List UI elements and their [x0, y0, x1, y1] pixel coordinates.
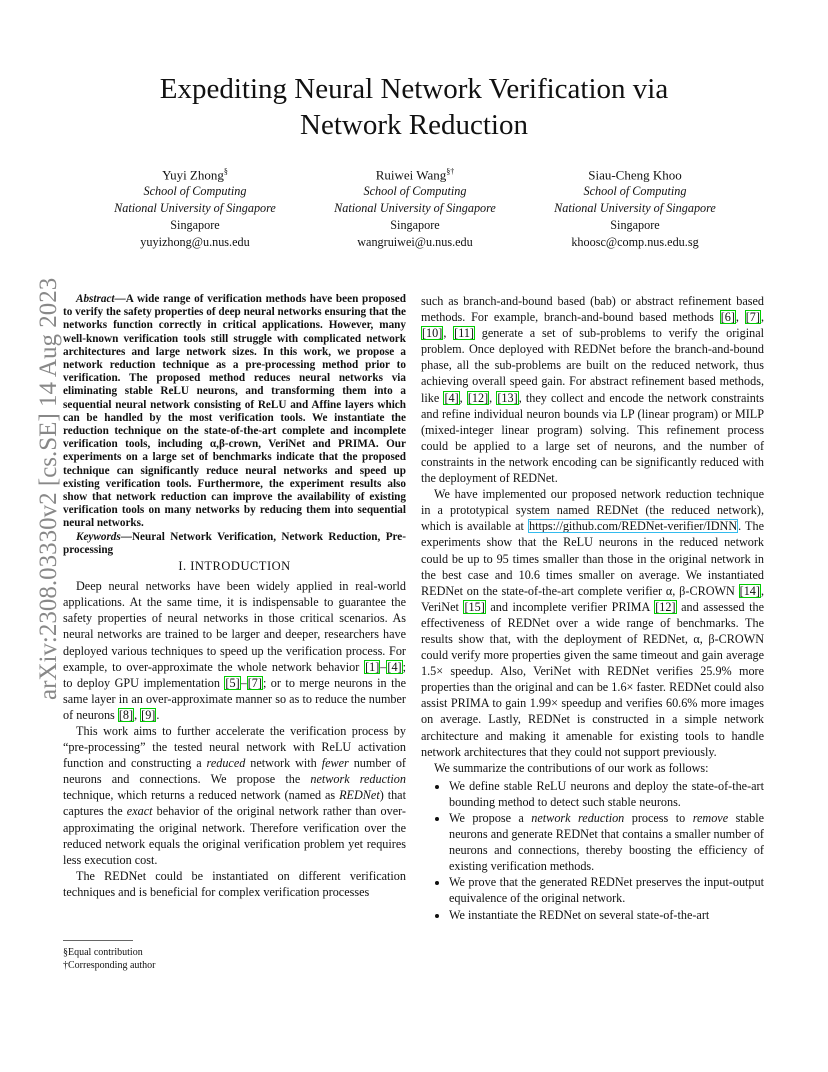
text-run: We propose a: [449, 811, 532, 825]
author-mark: §: [223, 167, 228, 176]
author-country: Singapore: [390, 218, 440, 233]
citation-link[interactable]: [4]: [387, 659, 402, 674]
text-run: behavior of the original network rather than over-approximating the original network. Therefore verification over the reduced network equals the original verification problem yet requires less execution cost.: [63, 804, 406, 867]
text-run: . The experiments show that the ReLU neurons in the reduced network could be up to 95 times smaller than those in the original network in the best case and 10.6 times smaller on average. We instantiated REDNet on the state-of-the-art complete verifier α, β-CROWN: [421, 519, 764, 598]
text-run: ,: [134, 707, 141, 722]
author-1: [85, 163, 305, 251]
text-run: network with: [245, 756, 322, 771]
author-3: [525, 163, 745, 251]
text-run: –: [240, 675, 247, 690]
footnotes: [63, 946, 406, 972]
author-block: [85, 163, 745, 251]
text-run: , they collect and encode the network constraints and refine individual neuron bounds via LP (linear program) or MILP (mixed-integer linear program) solving. This refinement process could be applied to a large set of neurons, and the number of constraints in the network encoding can be significantly reduced with the deployment of REDNet.: [421, 390, 765, 486]
intro-paragraph-1: [63, 578, 406, 723]
emphasis: reduced: [206, 756, 246, 771]
author-university: National University of Singapore: [554, 201, 716, 216]
emphasis: REDNet: [339, 788, 380, 803]
list-item: • We prove that the generated REDNet preserves the input-output equivalence of the original network.: [449, 874, 764, 906]
author-name: Siau-Cheng Khoo: [588, 167, 682, 183]
keywords-lead: Keywords: [76, 530, 121, 543]
citation-link[interactable]: [12]: [655, 599, 676, 614]
intro-paragraph-2: [63, 723, 406, 868]
author-email: yuyizhong@u.nus.edu: [140, 235, 250, 250]
abstract-text: —A wide range of verification methods have been proposed to verify the safety properties of deep neural networks ensuring that the networks function correctly in critical applications. However, many well-known verification tools still struggle with complicated network architectures and large network sizes. In this work, we propose a network reduction technique as a pre-processing method prior to verification. The proposed method reduces neural networks via eliminating stable ReLU neurons, and transforming them into a sequential neural network consisting of ReLU and Affine layers which can be handled by the most verification tools. We instantiate the reduction technique on the state-of-the-art complete and incomplete verification tools, including α,β-crown, VeriNet and PRIMA. Our experiments on a large set of benchmarks indicate that the proposed technique can significantly reduce neural networks and speed up existing verification tools. Furthermore, the experiment results also show that network reduction can improve the availability of existing verification tools on many networks by reducing them into sequential neural networks.: [63, 293, 406, 530]
list-item: • We define stable ReLU neurons and deploy the state-of-the-art bounding method to detect such stable neurons.: [449, 778, 764, 810]
author-school: School of Computing: [143, 184, 247, 199]
citation-link[interactable]: [7]: [247, 675, 262, 690]
citation-link[interactable]: [1]: [365, 659, 380, 674]
author-email: khoosc@comp.nus.edu.sg: [571, 235, 699, 250]
paper-title-line1: Expediting Neural Network Verification via: [159, 73, 669, 105]
author-2: [305, 163, 525, 251]
author-name: Yuyi Zhong: [162, 167, 224, 183]
emphasis: fewer: [321, 756, 349, 771]
list-item: • We instantiate the REDNet on several state-of-the-art: [449, 907, 764, 923]
text-run: Deep neural networks have been widely applied in real-world applications. At the same time, it is indispensable to guarantee the safety properties of neural networks in those critical scenarios. As neural networks are trained to be larger and deeper, researchers have deployed various techniques to speed up the verification process. For example, to over-approximate the whole network behavior: [63, 579, 406, 674]
author-school: School of Computing: [583, 184, 687, 199]
right-paragraph-1: such as branch-and-bound based (bab) or abstract refinement based methods. For example, branch-and-bound based methods [6], [7], [10], [11] generate a set of sub-problems to verify the original problem. Once deployed with REDNet before the branch-and-bound phase, all the sub-problems are built on the reduced network, thus achieving overall speed gain. For abstract refinement based methods, like [4], [12], [13], they collect and encode the network constraints and refine individual neuron bounds via LP (linear program) or MILP (mixed-integer linear program) solving. This refinement process could be applied to a large set of neurons, and the number of constraints in the network encoding can be significantly reduced with the deployment of REDNet.: [421, 294, 765, 486]
footnote-rule: [63, 940, 133, 941]
citation-link[interactable]: [15]: [464, 599, 485, 614]
citation-link[interactable]: [12]: [467, 390, 489, 405]
author-school: School of Computing: [363, 184, 467, 199]
footnote-1: §Equal contribution: [63, 947, 143, 958]
emphasis: remove: [692, 811, 729, 825]
citation-link[interactable]: [13]: [497, 390, 518, 405]
text-run: number of neurons and connections. We propose the: [63, 756, 406, 787]
author-country: Singapore: [170, 218, 220, 233]
abstract: [63, 293, 406, 531]
citation-link[interactable]: [11]: [454, 326, 474, 341]
author-mark: §†: [446, 167, 455, 176]
citation-link[interactable]: [8]: [118, 707, 134, 722]
text-run: such as branch-and-bound based (bab) or abstract refinement based methods. For example, branch-and-bound based methods: [421, 294, 764, 325]
citation-link[interactable]: [6]: [720, 310, 735, 325]
text-run: ; to deploy GPU implementation: [63, 659, 406, 690]
text-run: process to: [624, 811, 693, 825]
section-heading: I. INTRODUCTION: [178, 559, 291, 574]
text-run: technique, which returns a reduced network (named as: [63, 788, 340, 803]
text-run: We have implemented our proposed network reduction technique in a prototypical system named REDNet (the reduced network), which is available at: [421, 487, 764, 534]
citation-link[interactable]: [10]: [422, 326, 443, 341]
citation-link[interactable]: [7]: [745, 310, 760, 325]
author-country: Singapore: [610, 218, 660, 233]
list-item: [449, 810, 764, 874]
right-column: [421, 293, 764, 923]
author-university: National University of Singapore: [334, 201, 496, 216]
text-run: and incomplete verifier PRIMA: [485, 599, 655, 614]
keywords: [63, 531, 406, 557]
text-run: –: [380, 659, 387, 674]
left-column: [63, 293, 406, 900]
emphasis: network reduction: [310, 772, 406, 787]
footnote-2: †Corresponding author: [63, 960, 156, 971]
text-run: generate a set of sub-problems to verify the original problem. Once deployed with REDNet before the branch-and-bound phase, all the sub-problems are built on the reduced network, thus achieving overall speed gain. For abstract refinement based methods, like: [421, 326, 765, 405]
keywords-text: —Neural Network Verification, Network Reduction, Pre-processing: [63, 530, 406, 556]
citation-link[interactable]: [14]: [739, 583, 760, 598]
abstract-lead: Abstract: [76, 293, 115, 305]
paper-title-line2: Network Reduction: [300, 109, 528, 141]
author-name: Ruiwei Wang: [375, 167, 447, 183]
citation-link[interactable]: [4]: [444, 390, 459, 405]
emphasis: exact: [126, 804, 153, 819]
right-paragraph-3: We summarize the contributions of our work as follows:: [434, 760, 709, 775]
citation-link[interactable]: [5]: [225, 675, 240, 690]
emphasis: network reduction: [531, 811, 625, 825]
author-university: National University of Singapore: [114, 201, 276, 216]
right-paragraph-2: [421, 486, 764, 760]
arxiv-stamp: arXiv:2308.03330v2 [cs.SE] 14 Aug 2023: [35, 277, 62, 700]
text-run: , VeriNet: [421, 583, 764, 614]
text-run: ; or to merge neurons in the same layer in an over-approximate manner so as to reduce the number of neurons: [63, 675, 406, 722]
text-run: .: [156, 707, 160, 722]
contribution-list: [421, 778, 764, 923]
author-email: wangruiwei@u.nus.edu: [357, 235, 473, 250]
intro-paragraph-3: The REDNet could be instantiated on different verification techniques and is beneficial for complex verification processes: [63, 868, 406, 899]
text-run: ) that captures the: [63, 788, 406, 819]
github-url-link[interactable]: https://github.com/REDNet-verifier/IDNN: [528, 519, 738, 534]
citation-link[interactable]: [9]: [141, 707, 156, 722]
text-run: This work aims to further accelerate the verification process by “pre-processing” the tested neural network with ReLU activation function and constructing a: [63, 724, 406, 771]
text-run: stable neurons and generate REDNet that contains a smaller number of neurons and connections, thereby boosting the efficiency of existing verification methods.: [449, 811, 764, 874]
text-run: and assessed the effectiveness of REDNet over a wide range of benchmarks. The results show that, with the deployment of REDNet, α, β-CROWN could verify more properties given the same timeout and gain average 1.5× speedup. Also, VeriNet with REDNet verifies 25.9% more properties than the original and can be 1.6× faster. REDNet could also assist PRIMA to gain 1.99× speedup and verifies 60.6% more images on average. Lastly, REDNet is constructed in a simple network architecture and making it amenable for existing tools to handle network architectures that they could not support previously.: [421, 599, 765, 759]
